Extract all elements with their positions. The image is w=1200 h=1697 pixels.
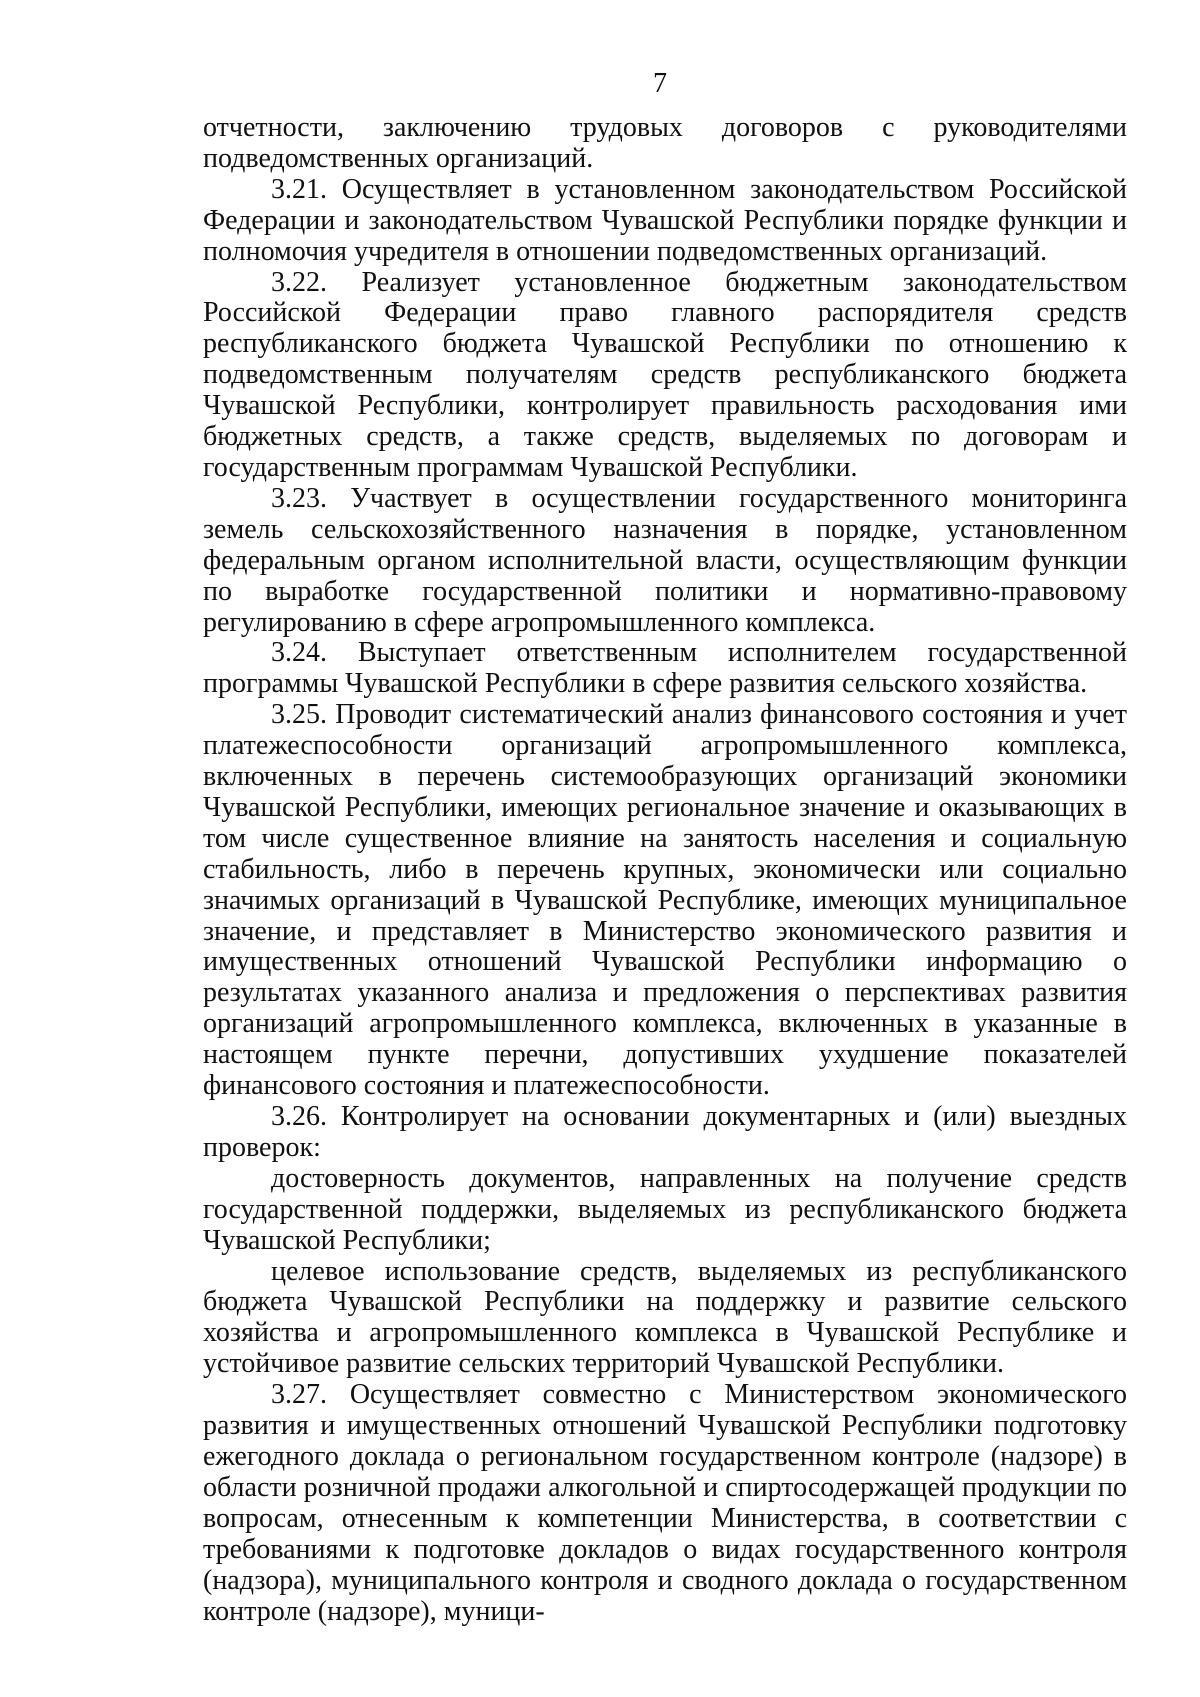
paragraph: 3.21. Осуществляет в установленном законодательством Российской Федерации и законодательством Чувашской Республики порядке функции и полномочия учредителя в отношении подведомственных организаций. — [203, 173, 1127, 267]
paragraph: отчетности, заключению трудовых договоров с руководителями подведомственных организаций. — [203, 112, 1127, 174]
paragraph: 3.24. Выступает ответственным исполнителем государственной программы Чувашской Республики в сфере развития сельского хозяйства. — [203, 637, 1127, 700]
paragraph: достоверность документов, направленных на получение средств государственной поддержки, выделяемых из республиканского бюджета Чувашской Республики; — [203, 1162, 1127, 1256]
document-body — [203, 113, 1127, 1627]
paragraph: целевое использование средств, выделяемых из республиканского бюджета Чувашской Республики на поддержку и развитие сельского хозяйства и агропромышленного комплекса в Чувашской Республике и устойчивое развитие сельских территорий Чувашской Республики. — [203, 1255, 1127, 1380]
paragraph: 3.23. Участвует в осуществлении государственного мониторинга земель сельскохозяйственного назначения в порядке, установленном федеральным органом исполнительной власти, осуществляющим функции по выработке государственной политики и нормативно-правовому регулированию в сфере агропромышленного комплекса. — [203, 482, 1127, 638]
paragraph: 3.27. Осуществляет совместно с Министерством экономического развития и имущественных отношений Чувашской Республики подготовку ежегодного доклада о региональном государственном контроле (надзоре) в области розничной продажи алкогольной и спиртосодержащей продукции по вопросам, отнесенным к компетенции Министерства, в соответствии с требованиями к подготовке докладов о видах государственного контроля (надзора), муниципального контроля и сводного доклада о государственном контроле (надзоре), муници- — [203, 1379, 1127, 1627]
paragraph: 3.25. Проводит систематический анализ финансового состояния и учет платежеспособности организаций агропромышленного комплекса, включенных в перечень системообразующих организаций экономики Чувашской Республики, имеющих региональное значение и оказывающих в том числе существенное влияние на занятость населения и социальную стабильность, либо в перечень крупных, экономически или социально значимых организаций в Чувашской Республике, имеющих муниципальное значение, и представляет в Министерство экономического развития и имущественных отношений Чувашской Республики информацию о результатах указанного анализа и предложения о перспективах развития организаций агропромышленного комплекса, включенных в указанные в настоящем пункте перечни, допустивших ухудшение показателей финансового состояния и платежеспособности. — [203, 699, 1127, 1102]
paragraph: 3.22. Реализует установленное бюджетным законодательством Российской Федерации право главного распорядителя средств республиканского бюджета Чувашской Республики по отношению к подведомственным получателям средств республиканского бюджета Чувашской Республики, контролирует правильность расходования ими бюджетных средств, а также средств, выделяемых по договорам и государственным программам Чувашской Республики. — [203, 266, 1127, 483]
paragraph: 3.26. Контролирует на основании документарных и (или) выездных проверок: — [203, 1101, 1127, 1163]
page-number: 7 — [653, 68, 667, 99]
